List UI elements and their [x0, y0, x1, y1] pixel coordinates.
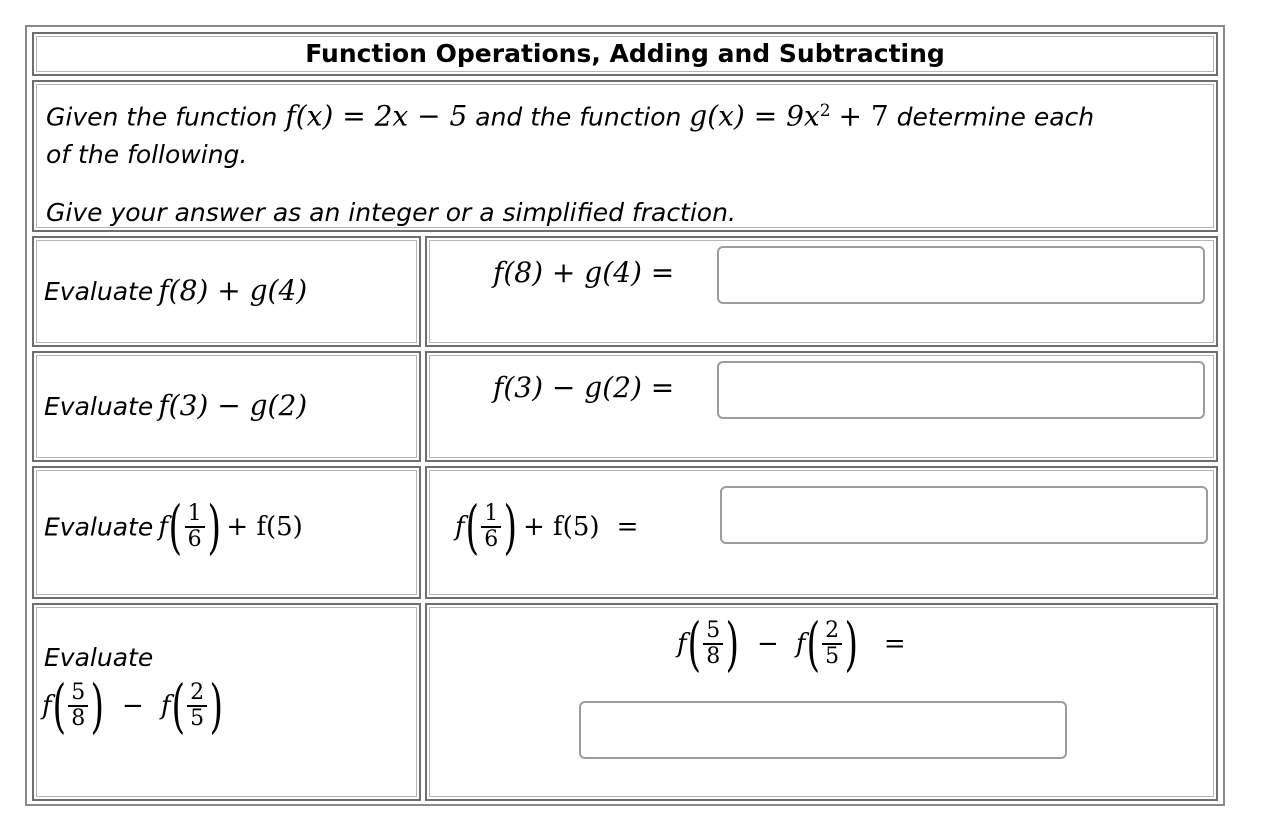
evaluate-label: Evaluate: [44, 277, 154, 306]
q3-lhs-denominator: 6: [484, 527, 499, 552]
minus-sign: −: [757, 629, 779, 659]
left-paren: (: [168, 493, 183, 561]
answer-format-note: Give your answer as an integer or a simplified fraction.: [46, 198, 736, 227]
q4-lhs-f1: f: [677, 629, 687, 659]
q3-f: f: [158, 512, 168, 542]
question-cell-2: [32, 351, 421, 462]
question-cell-3: [32, 466, 421, 599]
answer-input-1[interactable]: [717, 246, 1205, 304]
evaluate-label: Evaluate: [44, 392, 154, 421]
answer-lhs-2: f(3) − g(2) =: [493, 371, 675, 404]
g-definition: g(x) = 9x: [689, 99, 820, 133]
right-paren: ): [207, 493, 221, 561]
answer-input-2[interactable]: [717, 361, 1205, 419]
q4-denominator-2: 5: [190, 706, 205, 731]
right-paren: ): [90, 672, 105, 740]
answer-lhs-1: f(8) + g(4) =: [493, 256, 675, 289]
g-exponent: 2: [819, 101, 831, 121]
left-paren: (: [806, 610, 820, 678]
equals-sign: =: [883, 629, 906, 659]
instructions: [32, 80, 1218, 232]
q4-denominator-1: 8: [71, 706, 86, 731]
right-paren: ): [503, 493, 518, 561]
right-paren: ): [725, 610, 740, 678]
minus-sign: −: [122, 691, 144, 721]
q3-numerator: 1: [185, 502, 205, 528]
answer-input-4[interactable]: [579, 701, 1067, 759]
right-paren: ): [844, 610, 859, 678]
q4-numerator-2: 2: [187, 681, 207, 707]
answer-input-3[interactable]: [720, 486, 1208, 544]
answer-cell-1: [425, 236, 1218, 347]
q4-fraction-2: [187, 681, 207, 731]
problem-table: [25, 25, 1225, 806]
intro-lead: Given the function: [46, 102, 278, 132]
answer-cell-4: [425, 603, 1218, 801]
intro-mid: and the function: [475, 102, 682, 132]
f-definition: f(x) = 2x − 5: [285, 99, 468, 133]
title-text: Function Operations, Adding and Subtracting: [305, 39, 945, 68]
q4-lhs-fraction-2: [822, 619, 842, 669]
left-paren: (: [465, 493, 479, 561]
q4-lhs-numerator-2: 2: [822, 619, 842, 645]
q4-lhs-f2: f: [795, 629, 806, 659]
equals-sign: =: [616, 512, 639, 542]
q3-tail: + f(5): [226, 512, 303, 542]
question-cell-1: [32, 236, 421, 347]
page-title: [32, 32, 1218, 76]
q3-lhs-numerator: 1: [481, 502, 501, 528]
q4-lhs-denominator-1: 8: [706, 644, 721, 669]
q4-f1: f: [42, 691, 52, 721]
g-tail: + 7: [838, 99, 889, 133]
q4-numerator-1: 5: [68, 681, 88, 707]
evaluate-label: Evaluate: [44, 643, 154, 672]
q4-lhs-denominator-2: 5: [825, 644, 840, 669]
q3-denominator: 6: [187, 527, 202, 552]
question-cell-4: [32, 603, 421, 801]
q3-lhs-tail: + f(5): [523, 512, 600, 542]
right-paren: ): [209, 672, 224, 740]
question-expression-1: f(8) + g(4): [158, 274, 308, 307]
left-paren: (: [52, 672, 66, 740]
q3-fraction: [185, 502, 205, 552]
evaluate-label: Evaluate: [44, 512, 154, 542]
q3-lhs-f: f: [455, 512, 465, 542]
q4-lhs-fraction-1: [703, 619, 723, 669]
q3-lhs-fraction: [481, 502, 501, 552]
q4-f2: f: [160, 691, 171, 721]
left-paren: (: [687, 610, 701, 678]
answer-cell-3: [425, 466, 1218, 599]
intro-end: determine each: [896, 102, 1095, 132]
intro-line2: of the following.: [46, 140, 248, 170]
answer-cell-2: [425, 351, 1218, 462]
q4-lhs-numerator-1: 5: [703, 619, 723, 645]
q4-fraction-1: [68, 681, 88, 731]
left-paren: (: [171, 672, 185, 740]
question-expression-2: f(3) − g(2): [158, 389, 308, 422]
